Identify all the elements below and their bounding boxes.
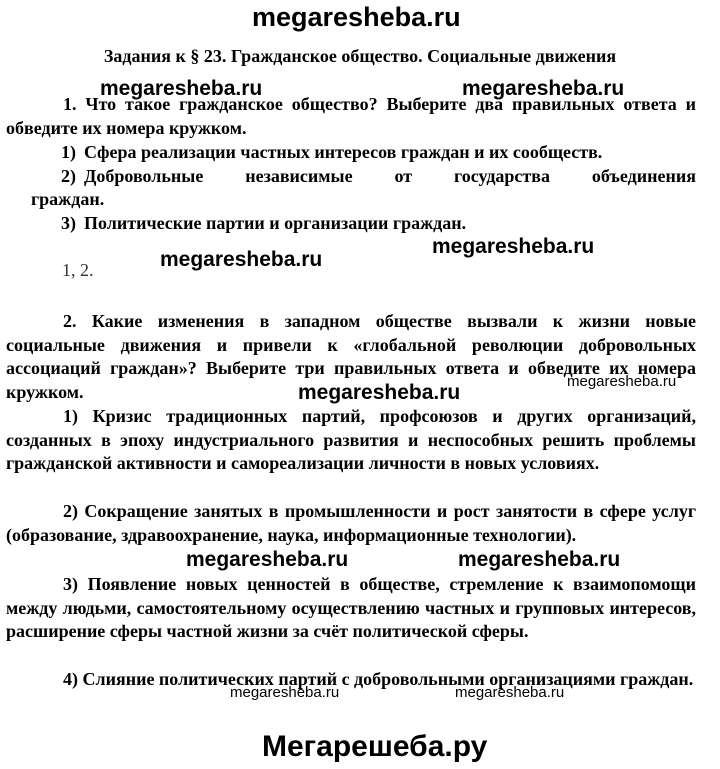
question-2-text: 2. Какие изменения в западном обществе вызвали к жизни новые социальные движения и привели к «глобальной революции добровольных ассоциаций граждан»? Выберите три правильных ответа и обведите их номера кружком. [6,311,696,402]
option-item [6,212,696,236]
option-continuation: граждан. [31,189,105,209]
option-text: Добровольные независимые от государства объединения [84,165,696,186]
question-2-option-3 [6,573,696,644]
answer-1: 1, 2. [62,260,94,280]
body-watermark: megaresheba.ru [462,77,625,100]
body-watermark: megaresheba.ru [458,548,621,571]
question-2-option-1 [6,405,696,476]
small-watermark: megaresheba.ru [567,373,677,390]
footer-watermark: Мегарешеба.ру [262,730,488,763]
body-watermark: megaresheba.ru [186,548,349,571]
body-watermark: megaresheba.ru [432,235,595,258]
question-1-options [6,141,696,235]
option-text: 4) Слияние политических партий с добровольными организациями граждан. [63,669,694,689]
body-watermark: megaresheba.ru [298,381,461,404]
option-text: 3) Появление новых ценностей в обществе, стремление к взаимопомощи между людьми, самостоятельному осуществлению частных и групповых интересов, расширение сферы частной жизни за счёт политической сферы. [6,574,696,641]
option-number: 3) [61,212,76,233]
option-item [6,165,696,189]
body-watermark: megaresheba.ru [160,248,323,271]
option-text: 2) Сокращение занятых в промышленности и рост занятости в сфере услуг (образование, здравоохранение, наука, информационные технологии). [6,501,696,545]
option-number: 1) [61,142,76,162]
option-text: Политические партии и организации граждан. [84,212,467,233]
small-watermark: megaresheba.ru [230,684,340,701]
option-text: 1) Кризис традиционных партий, профсоюзов и других организаций, созданных в эпоху индустриального развития и неспособных решить проблемы гражданской активности и самореализации личности в новых условиях. [6,406,696,473]
page-title: Задания к § 23. Гражданское общество. Социальные движения [103,46,617,66]
question-1 [6,93,696,140]
option-text: Сфера реализации частных интересов граждан и их сообществ. [84,142,603,162]
question-1-text: 1. Что такое гражданское общество? Выберите два правильных ответа и обведите их номера кружком. [6,94,696,138]
header-watermark: megaresheba.ru [252,2,461,32]
option-item [6,141,696,165]
question-2-option-4 [6,668,696,692]
question-2-option-2 [6,500,696,547]
small-watermark: megaresheba.ru [455,684,565,701]
option-number: 2) [61,165,76,186]
body-watermark: megaresheba.ru [100,77,263,100]
